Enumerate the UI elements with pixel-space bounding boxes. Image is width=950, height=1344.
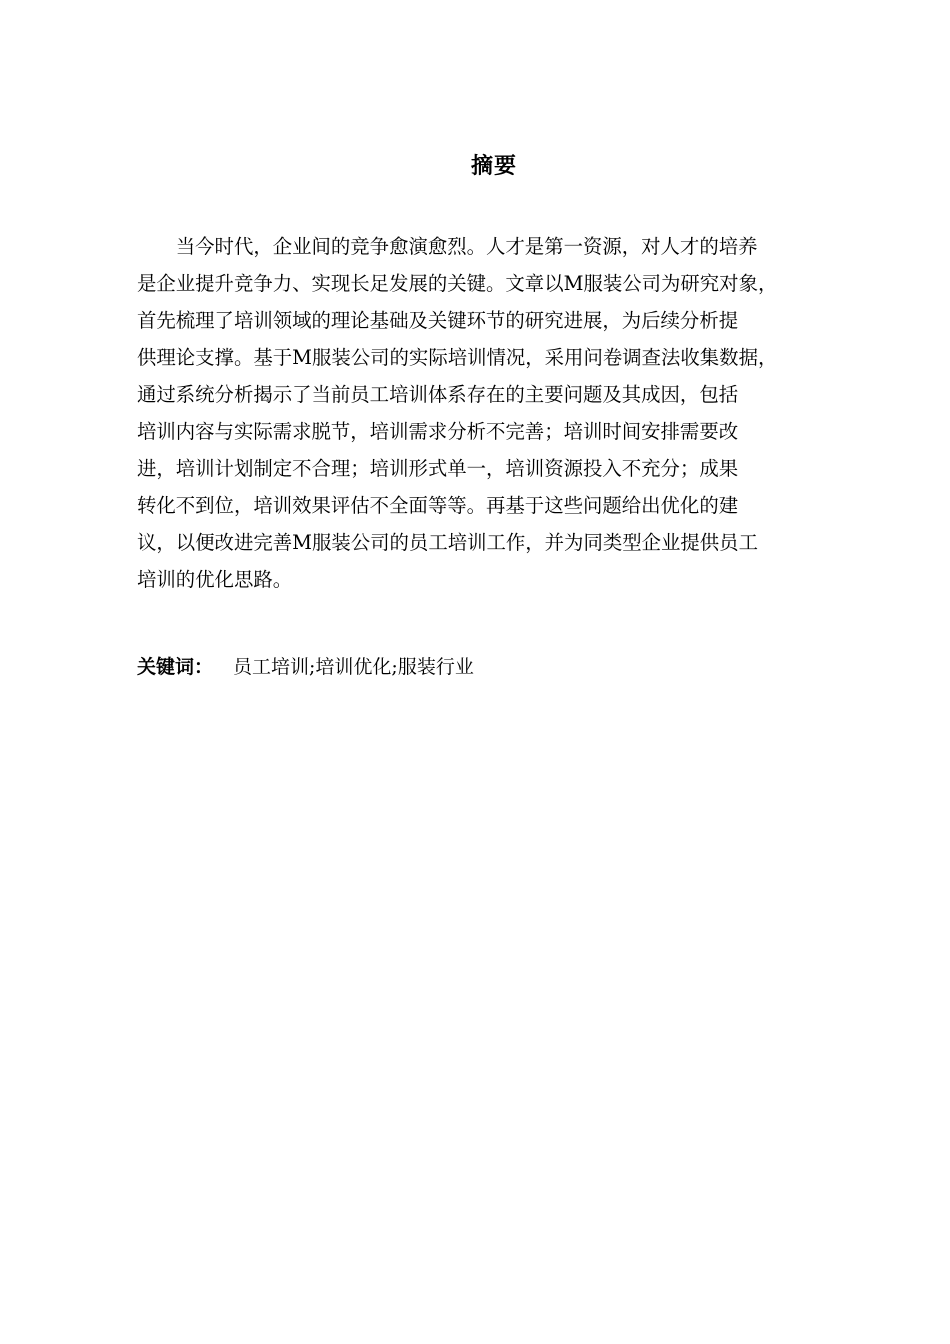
abstract-line: 是企业提升竞争力、实现长足发展的关键。文章以M服装公司为研究对象，	[137, 272, 778, 295]
abstract-line: 转化不到位，培训效果评估不全面等等。再基于这些问题给出优化的建	[137, 494, 739, 517]
keywords-label: 关键词：	[137, 656, 214, 678]
abstract-line: 培训的优化思路。	[137, 568, 293, 591]
abstract-line: 首先梳理了培训领域的理论基础及关键环节的研究进展，为后续分析提	[137, 309, 739, 332]
abstract-line: 供理论支撑。基于M服装公司的实际培训情况，采用问卷调查法收集数据，	[137, 346, 778, 369]
abstract-line: 通过系统分析揭示了当前员工培训体系存在的主要问题及其成因，包括	[137, 383, 739, 406]
page-title: 摘要	[470, 154, 517, 179]
abstract-line: 议，以便改进完善M服装公司的员工培训工作，并为同类型企业提供员工	[137, 531, 758, 554]
keywords-row	[137, 651, 474, 683]
abstract-line: 当今时代，企业间的竞争愈演愈烈。人才是第一资源，对人才的培养	[137, 235, 758, 258]
abstract-line: 进，培训计划制定不合理；培训形式单一，培训资源投入不充分；成果	[137, 457, 739, 480]
abstract-body	[137, 228, 855, 598]
keywords-value: 员工培训;培训优化;服装行业	[233, 656, 474, 678]
abstract-line: 培训内容与实际需求脱节，培训需求分析不完善；培训时间安排需要改	[137, 420, 739, 443]
